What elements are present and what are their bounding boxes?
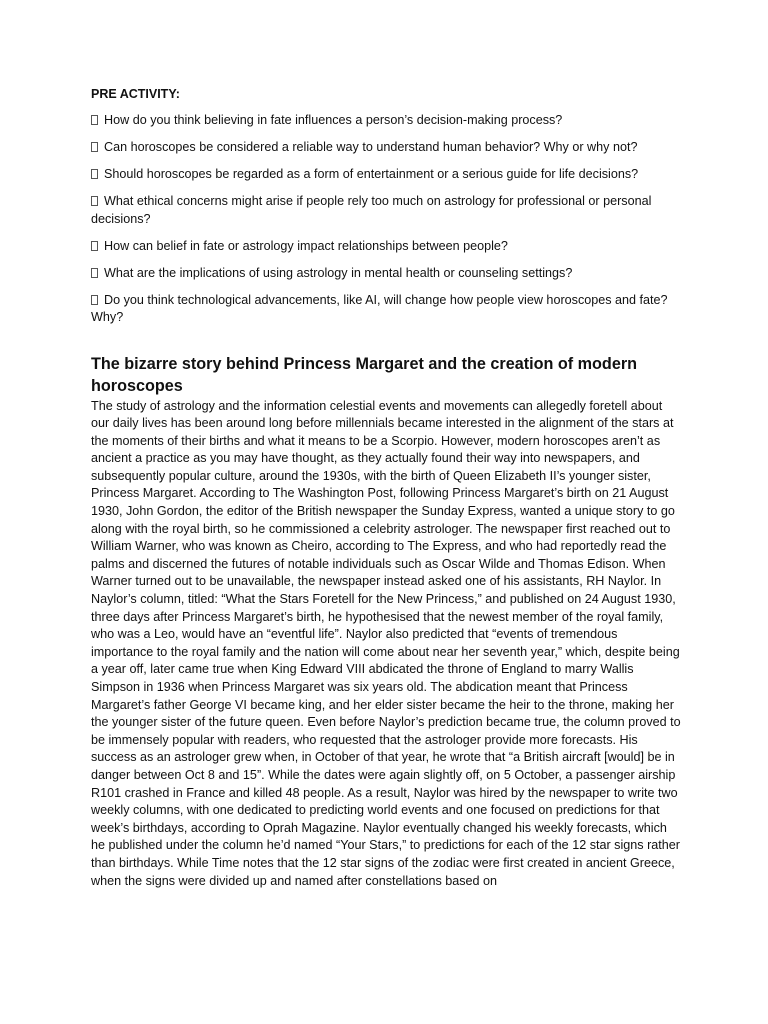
document-page (91, 86, 681, 890)
bullet-box-icon (91, 241, 98, 251)
question-item (91, 112, 681, 130)
question-item (91, 166, 681, 184)
question-text: How do you think believing in fate influences a person’s decision-making process? (104, 113, 563, 127)
bullet-box-icon (91, 169, 98, 179)
question-text: What ethical concerns might arise if people rely too much on astrology for professional or personal decisions? (91, 194, 652, 226)
question-item (91, 139, 681, 157)
article-title: The bizarre story behind Princess Margaret and the creation of modern horoscopes (91, 354, 638, 395)
question-text: What are the implications of using astrology in mental health or counseling settings? (104, 265, 573, 280)
pre-activity-title: PRE ACTIVITY: (91, 87, 180, 101)
question-item (91, 238, 681, 256)
question-item (91, 265, 681, 283)
question-text: Can horoscopes be considered a reliable way to understand human behavior? Why or why not? (104, 140, 638, 154)
bullet-box-icon (91, 268, 98, 278)
question-item (91, 292, 681, 327)
bullet-box-icon (91, 142, 98, 152)
question-text: Should horoscopes be regarded as a form of entertainment or a serious guide for life decisions? (104, 167, 639, 181)
question-list (91, 112, 681, 327)
question-text: How can belief in fate or astrology impact relationships between people? (104, 238, 508, 253)
bullet-box-icon (91, 115, 98, 125)
article-body: The study of astrology and the information celestial events and movements can allegedly foretell about our daily lives has been around long before millennials became interested in the alignment of the stars at the moments of their births and what it means to be a Scorpio. However, modern horoscopes aren’t as ancient a practice as you may have thought, as they actually found their way into newspapers, and subsequently popular culture, around the 1930s, with the birth of Queen Elizabeth II’s younger sister, Princess Margaret. According to The Washington Post, following Princess Margaret’s birth on 21 August 1930, John Gordon, the editor of the British newspaper the Sunday Express, wanted a unique story to go along with the royal birth, so he commissioned a celebrity astrologer. The newspaper first reached out to William Warner, who was known as Cheiro, according to The Express, and who had reportedly read the palms and discerned the futures of notable individuals such as Oscar Wilde and Thomas Edison. When Warner turned out to be unavailable, the newspaper instead asked one of his assistants, RH Naylor. In Naylor’s column, titled: “What the Stars Foretell for the New Princess,” and published on 24 August 1930, three days after Princess Margaret’s birth, he hypothesised that the newest member of the royal family, who was a Leo, would have an “eventful life”. Naylor also predicted that “events of tremendous importance to the royal family and the nation will come about near her seventh year,” which, despite being a year off, later came true when King Edward VIII abdicated the throne of England to marry Wallis Simpson in 1936 when Princess Margaret was six years old. The abdication meant that Princess Margaret’s father George VI became king, and her elder sister became the heir to the throne, making her the younger sister of the future queen. Even before Naylor’s prediction became true, the column proved to be immensely popular with readers, who requested that the astrologer provide more forecasts. His success as an astrologer grew when, in October of that year, he wrote that “a British aircraft [would] be in danger between Oct 8 and 15”. While the dates were again slightly off, on 5 October, a passenger airship R101 crashed in France and killed 48 people. As a result, Naylor was hired by the newspaper to write two weekly columns, with one dedicated to predicting world events and one focused on predictions for that week’s birthdays, according to Oprah Magazine. Naylor eventually changed his weekly forecasts, which he published under the column he’d named “Your Stars,” to predictions for each of the 12 star signs rather than birthdays. While Time notes that the 12 star signs of the zodiac were first created in ancient Greece, when the signs were divided up and named after constellations based on (91, 398, 681, 888)
bullet-box-icon (91, 196, 98, 206)
bullet-box-icon (91, 295, 98, 305)
question-text: Do you think technological advancements, like AI, will change how people view horoscopes and fate? Why? (91, 292, 668, 324)
question-item (91, 193, 681, 228)
